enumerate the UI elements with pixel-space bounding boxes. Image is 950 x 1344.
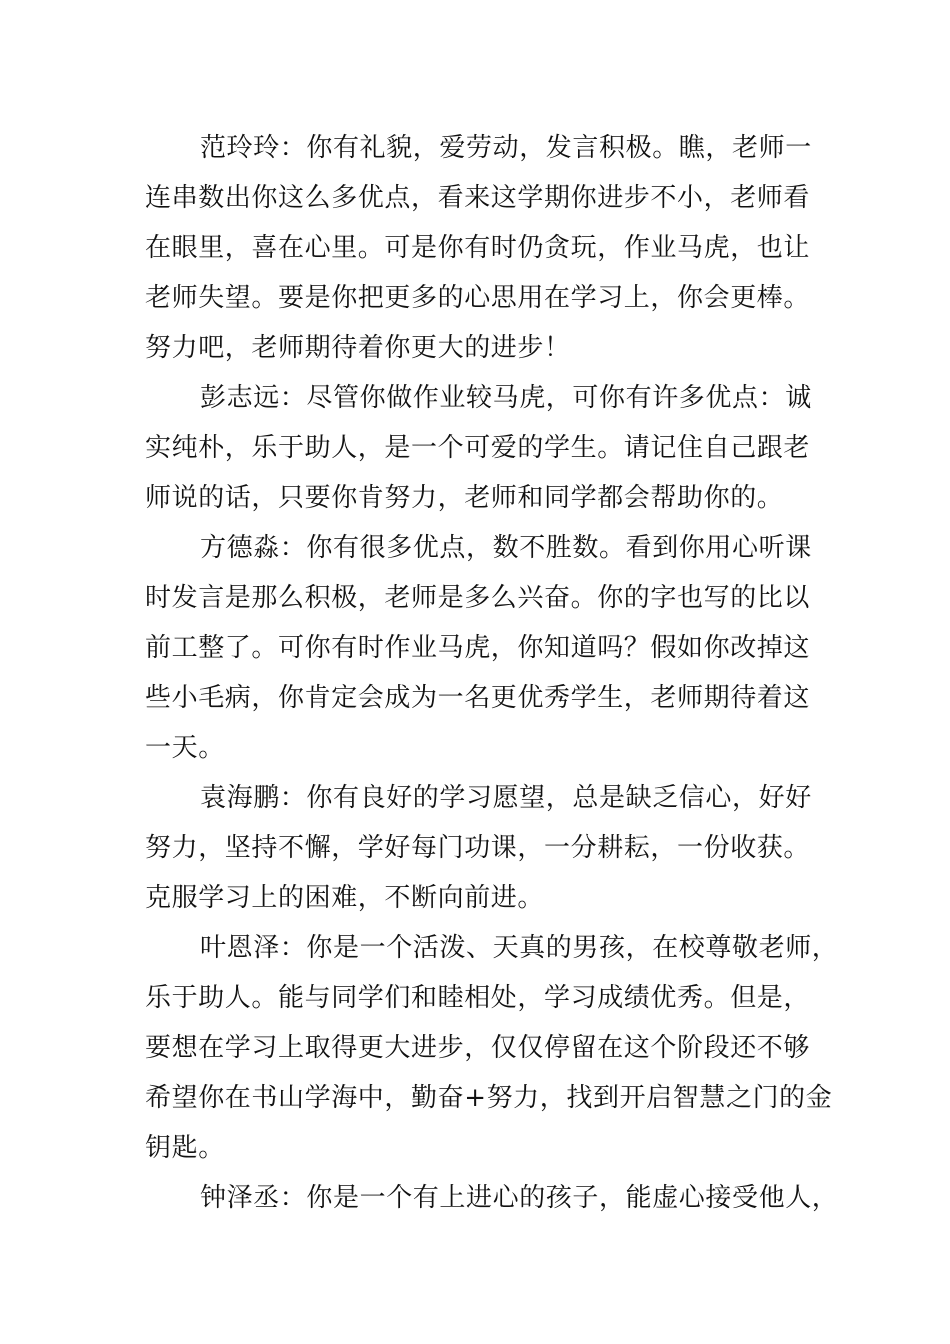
text-line: 钥匙。: [145, 1133, 225, 1163]
text-line: 师说的话，只要你肯努力，老师和同学都会帮助你的。: [145, 483, 784, 513]
text-line: 时发言是那么积极，老师是多么兴奋。你的字也写的比以: [145, 583, 811, 613]
text-line: 方德淼：你有很多优点，数不胜数。看到你用心听课: [200, 533, 812, 563]
text-line: 前工整了。可你有时作业马虎，你知道吗？假如你改掉这: [145, 633, 811, 663]
text-line: 实纯朴，乐于助人，是一个可爱的学生。请记住自己跟老: [145, 433, 811, 463]
text-line: 连串数出你这么多优点，看来这学期你进步不小，老师看: [145, 183, 811, 213]
document-body: [145, 123, 839, 1223]
text-line: 些小毛病，你肯定会成为一名更优秀学生，老师期待着这: [145, 683, 811, 713]
paragraph-ye-enze: [145, 923, 839, 1173]
text-line: 努力，坚持不懈，学好每门功课，一分耕耘，一份收获。: [145, 833, 811, 863]
text-line: 彭志远：尽管你做作业较马虎，可你有许多优点：诚: [200, 383, 812, 413]
text-line: 克服学习上的困难，不断向前进。: [145, 883, 545, 913]
paragraph-peng-zhiyuan: [145, 373, 825, 523]
text-line: 老师失望。要是你把更多的心思用在学习上，你会更棒。: [145, 283, 811, 313]
text-line: 钟泽丞：你是一个有上进心的孩子，能虚心接受他人，: [200, 1183, 839, 1213]
text-line: 一天。: [145, 733, 225, 763]
text-line: 要想在学习上取得更大进步，仅仅停留在这个阶段还不够: [145, 1033, 811, 1063]
paragraph-fan-lingling: [145, 123, 825, 373]
text-line: 范玲玲：你有礼貌，爱劳动，发言积极。瞧，老师一: [200, 133, 812, 163]
text-line: 在眼里，喜在心里。可是你有时仍贪玩，作业马虎，也让: [145, 233, 811, 263]
text-line: 努力吧，老师期待着你更大的进步！: [145, 333, 571, 363]
paragraph-zhong-zecheng: [145, 1173, 839, 1223]
paragraph-fang-demiao: [145, 523, 825, 773]
text-line: 叶恩泽：你是一个活泼、天真的男孩，在校尊敬老师，: [200, 933, 839, 963]
text-line: 袁海鹏：你有良好的学习愿望，总是缺乏信心，好好: [200, 783, 812, 813]
paragraph-yuan-haipeng: [145, 773, 825, 923]
text-line: 希望你在书山学海中，勤奋+努力，找到开启智慧之门的金: [145, 1083, 833, 1113]
text-line: 乐于助人。能与同学们和睦相处，学习成绩优秀。但是，: [145, 983, 811, 1013]
